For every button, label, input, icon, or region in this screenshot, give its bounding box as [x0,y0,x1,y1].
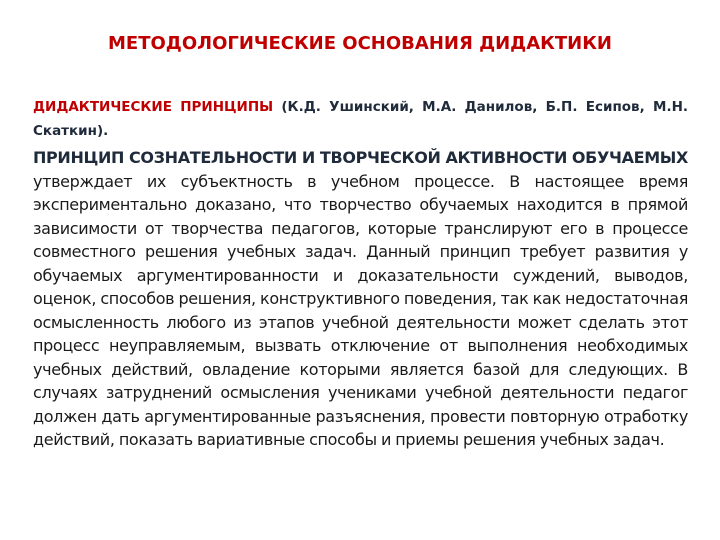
subtitle-authors: (К.Д. Ушинский, М.А. Данилов, Б.П. Есипов, М.Н. Скаткин). [33,99,688,139]
principle-heading: ПРИНЦИП СОЗНАТЕЛЬНОСТИ И ТВОРЧЕСКОЙ АКТИВНОСТИ ОБУЧАЕМЫХ [33,148,688,167]
principle-paragraph [33,146,688,452]
subtitle-accent: ДИДАКТИЧЕСКИЕ ПРИНЦИПЫ [33,99,274,115]
slide-title: МЕТОДОЛОГИЧЕСКИЕ ОСНОВАНИЯ ДИДАКТИКИ [108,33,612,54]
didactic-principles-subtitle [33,95,688,143]
principle-text: утверждает их субъектность в учебном процессе. В настоящее время экспериментально доказано, что творчество обучаемых находится в прямой зависимости от творчества педагогов, которые транслируют его в процессе совместного решения учебных задач. Данный принцип требует развития у обучаемых аргументированности и доказательности суждений, выводов, оценок, способов решения, конструктивного поведения, так как недостаточная осмысленность любого из этапов учебной деятельности может сделать этот процесс неуправляемым, вызвать отключение от выполнения необходимых учебных действий, овладение которыми является базой для следующих. В случаях затруднений осмысления учениками учебной деятельности педагог должен дать аргументированные разъяснения, провести повторную отработку действий, показать вариативные способы и приемы решения учебных задач. [33,171,688,449]
